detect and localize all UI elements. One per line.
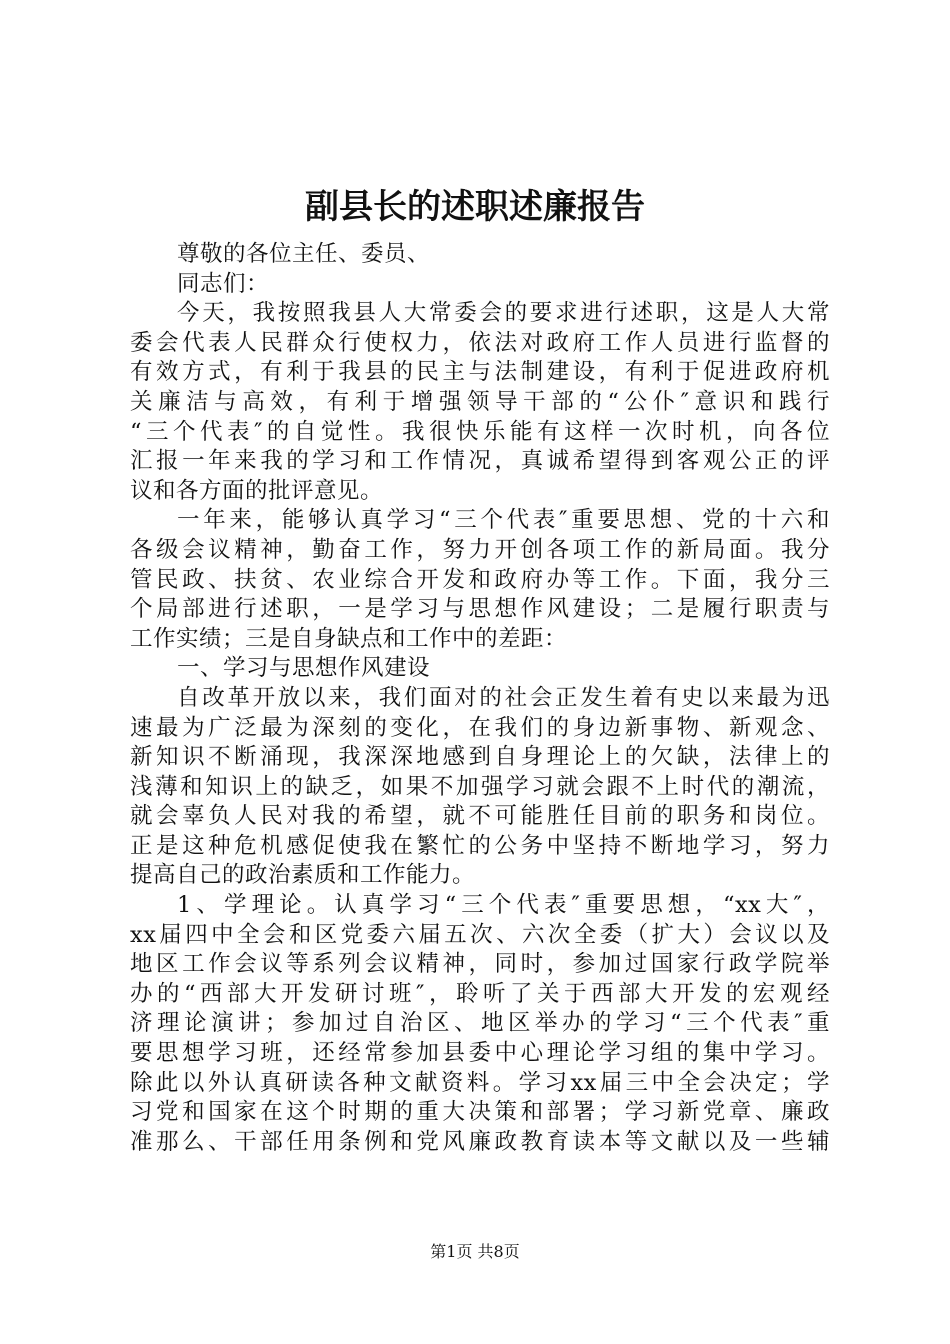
text-line: 新知识不断涌现，我深深地感到自身理论上的欠缺，法律上的 [130, 744, 830, 771]
document-title: 副县长的述职述廉报告 [305, 187, 645, 227]
text-line: 就会辜负人民对我的希望，就不可能胜任目前的职务和岗位。 [130, 803, 830, 830]
text-line: 有效方式，有利于我县的民主与法制建设，有利于促进政府机 [130, 359, 830, 386]
page-footer: 第1页 共8页 [430, 1242, 520, 1261]
text-line: 地区工作会议等系列会议精神，同时，参加过国家行政学院举 [130, 951, 830, 978]
text-line: 管民政、扶贫、农业综合开发和政府办等工作。下面，我分三 [130, 566, 830, 593]
text-line: 汇报一年来我的学习和工作情况，真诚希望得到客观公正的评 [130, 448, 830, 475]
text-line: 今天，我按照我县人大常委会的要求进行述职，这是人大常 [177, 300, 830, 327]
text-line: 提高自己的政治素质和工作能力。 [130, 862, 476, 889]
text-line: 速最为广泛最为深刻的变化，在我们的身边新事物、新观念、 [130, 714, 830, 741]
text-line: 一年来，能够认真学习“三个代表″重要思想、党的十六和 [177, 507, 830, 534]
text-line: 要思想学习班，还经常参加县委中心理论学习组的集中学习。 [130, 1040, 830, 1067]
text-line: xx届四中全会和区党委六届五次、六次全委（扩大）会议以及 [130, 921, 830, 948]
text-line: 浅薄和知识上的缺乏，如果不加强学习就会跟不上时代的潮流， [130, 773, 830, 800]
text-line: 议和各方面的批评意见。 [130, 477, 384, 504]
text-line: 1、学理论。认真学习“三个代表″重要思想，“xx大″， [177, 892, 830, 919]
text-line-salutation-2: 同志们： [177, 270, 270, 297]
text-line: 办的“西部大开发研讨班″，聆听了关于西部大开发的宏观经 [130, 980, 830, 1007]
text-line: 各级会议精神，勤奋工作，努力开创各项工作的新局面。我分 [130, 536, 830, 563]
text-line: 习党和国家在这个时期的重大决策和部署；学习新党章、廉政 [130, 1099, 830, 1126]
text-line: 个局部进行述职，一是学习与思想作风建设；二是履行职责与 [130, 596, 830, 623]
text-line-salutation-1: 尊敬的各位主任、委员、 [177, 241, 431, 267]
text-line: 除此以外认真研读各种文献资料。学习xx届三中全会决定；学 [130, 1069, 830, 1096]
text-line: 工作实绩；三是自身缺点和工作中的差距： [130, 625, 568, 652]
text-line: 济理论演讲；参加过自治区、地区举办的学习“三个代表″重 [130, 1010, 830, 1037]
section-heading: 一、学习与思想作风建设 [177, 655, 431, 682]
text-line: 关廉洁与高效，有利于增强领导干部的“公仆″意识和践行 [130, 388, 830, 415]
text-line: 准那么、干部任用条例和党风廉政教育读本等文献以及一些辅 [130, 1128, 830, 1155]
text-line: “三个代表″的自觉性。我很快乐能有这样一次时机，向各位 [130, 418, 830, 445]
text-line: 自改革开放以来，我们面对的社会正发生着有史以来最为迅 [177, 684, 830, 711]
document-body [130, 240, 830, 1157]
text-line: 正是这种危机感促使我在繁忙的公务中坚持不断地学习，努力 [130, 832, 830, 859]
text-line: 委会代表人民群众行使权力，依法对政府工作人员进行监督的 [130, 329, 830, 356]
